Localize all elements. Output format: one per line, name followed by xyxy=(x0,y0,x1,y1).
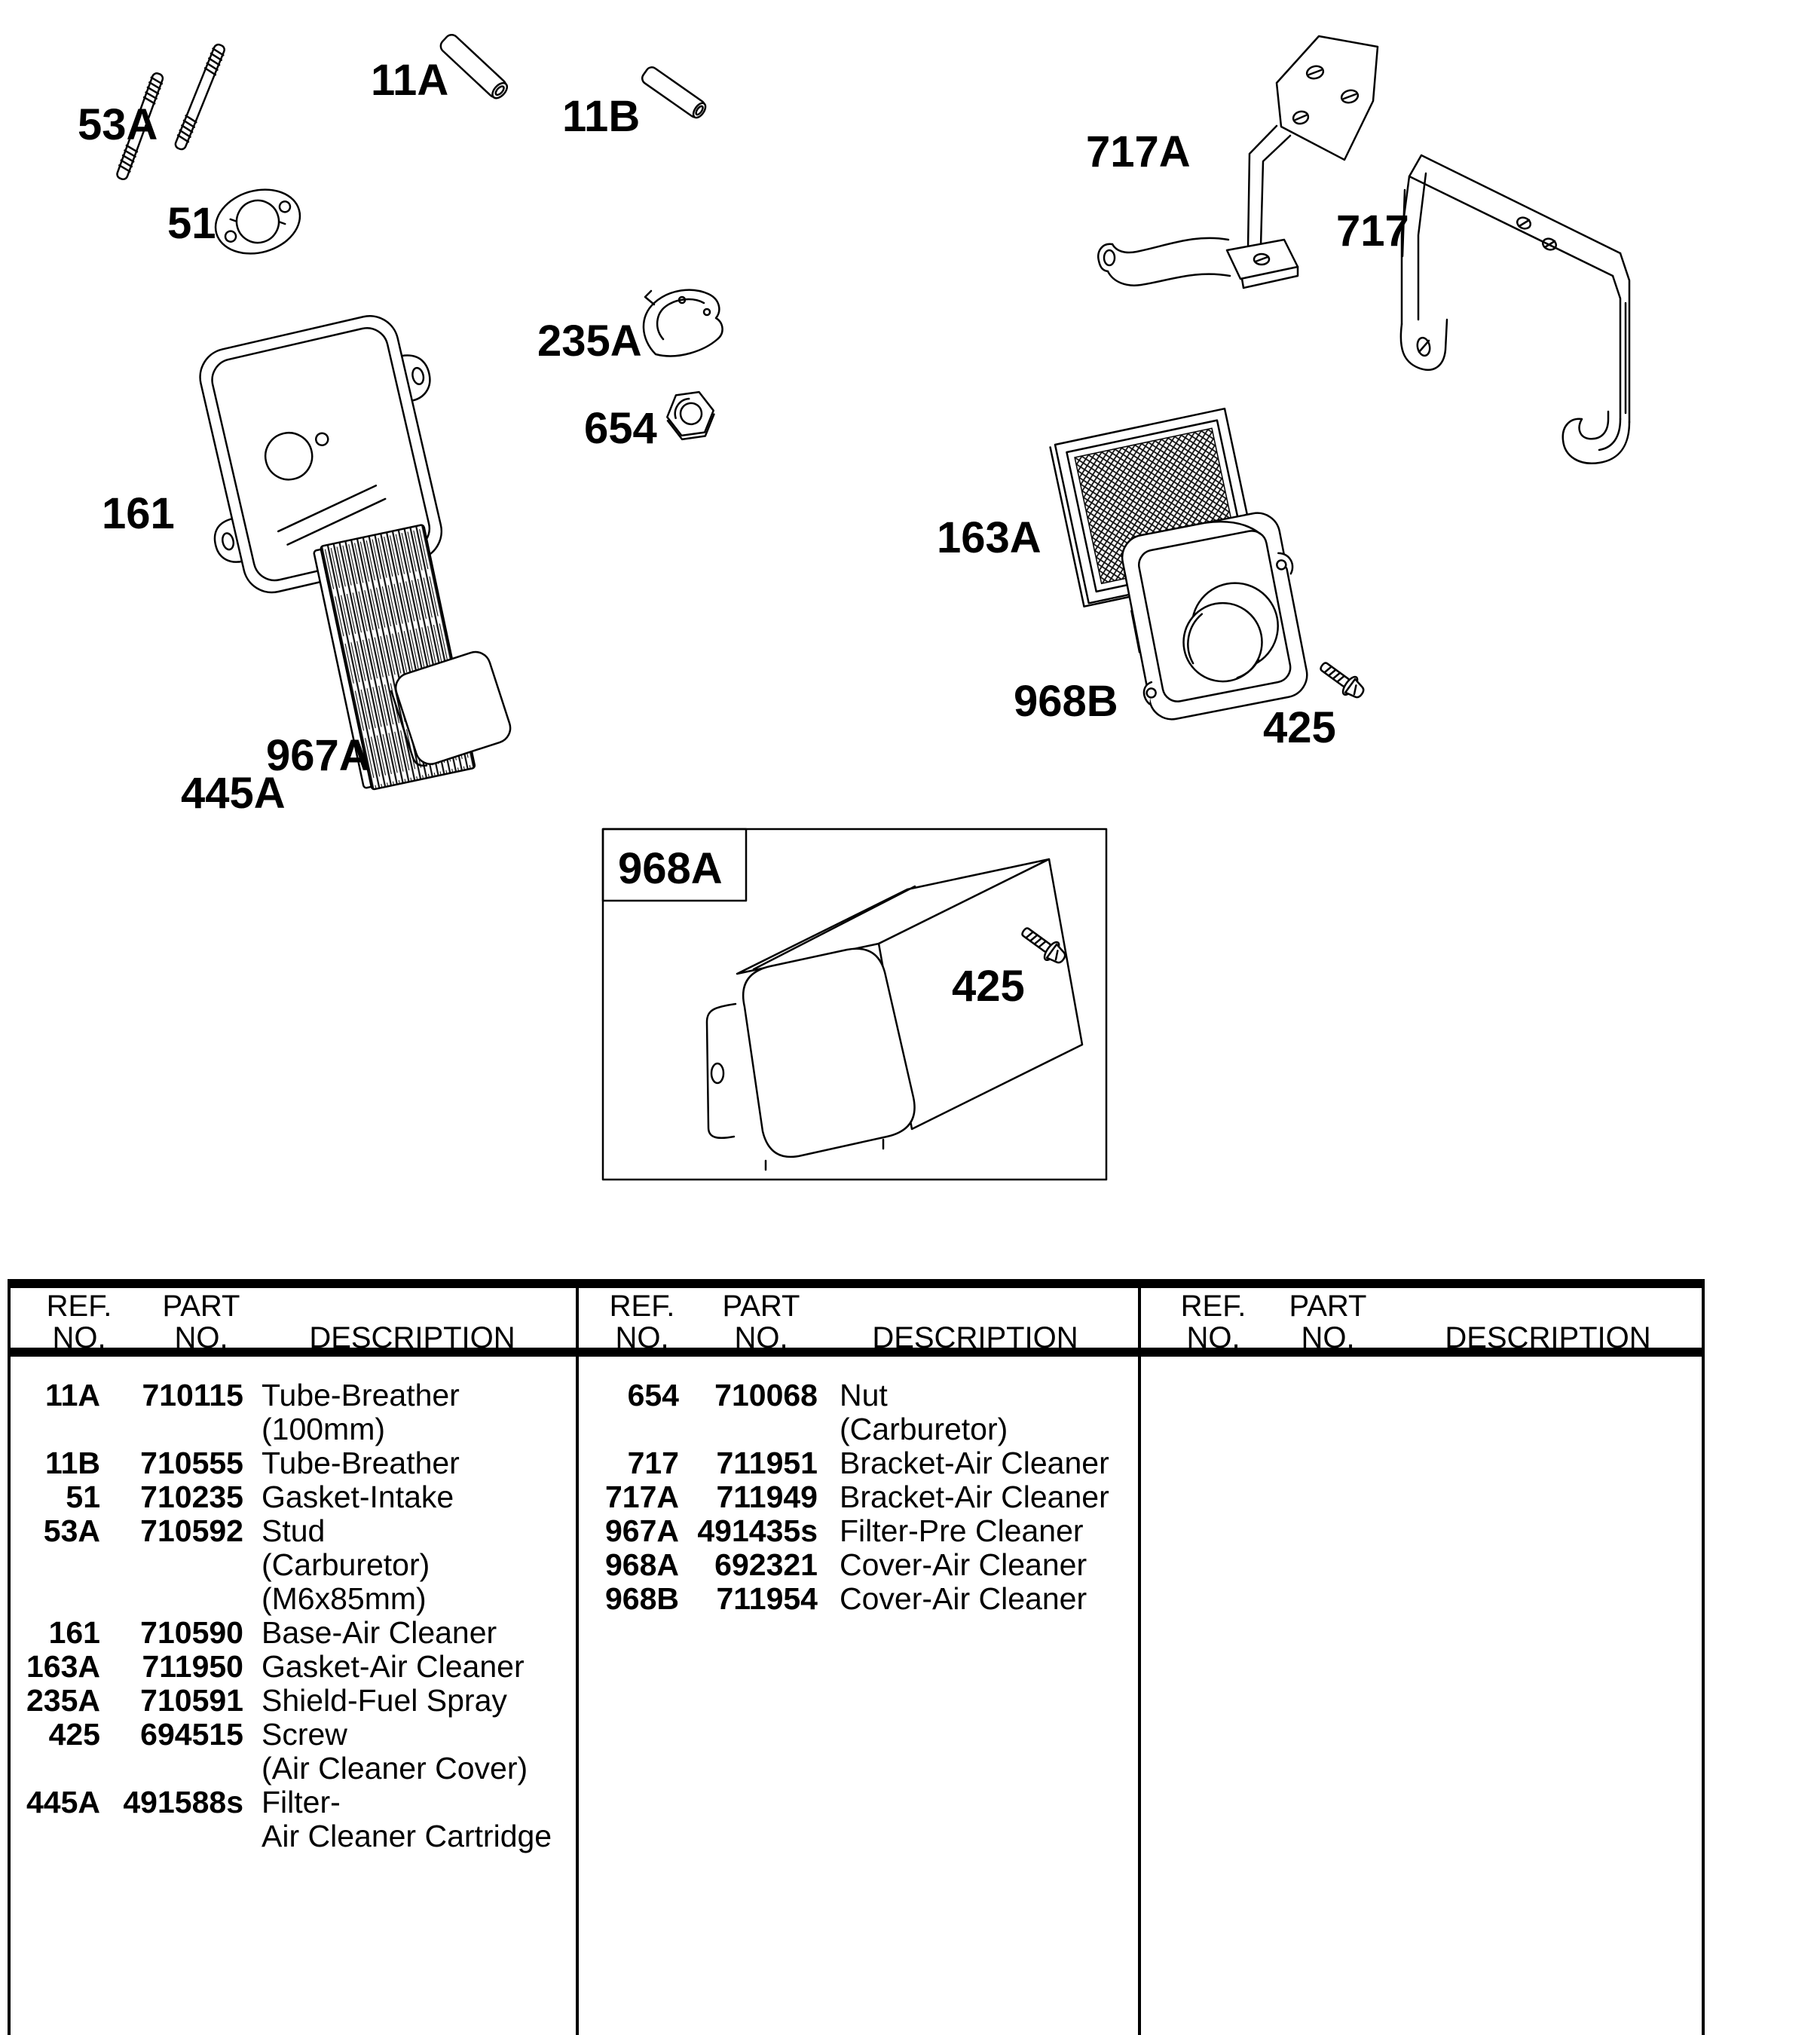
description: Base-Air Cleaner xyxy=(262,1615,497,1650)
col1-header-part-line1: PART xyxy=(162,1290,240,1323)
col1-header-ref-line2: NO. xyxy=(52,1321,106,1354)
part-no xyxy=(100,1819,243,1853)
table-row xyxy=(8,1378,573,1412)
col1-header-part-line2: NO. xyxy=(174,1321,228,1354)
description: (Air Cleaner Cover) xyxy=(262,1751,528,1786)
part-no: 710590 xyxy=(140,1615,243,1650)
table-row xyxy=(8,1412,573,1446)
part-no: 710591 xyxy=(140,1683,243,1718)
part-no: 491588s xyxy=(123,1785,243,1819)
label-53A: 53A xyxy=(78,100,158,149)
table-row xyxy=(8,1513,573,1547)
col3-header-part-line2: NO. xyxy=(1301,1321,1355,1354)
description: Bracket-Air Cleaner xyxy=(840,1446,1109,1480)
ref-no xyxy=(8,1547,100,1581)
part-no: 711951 xyxy=(716,1446,818,1480)
part-no: 711949 xyxy=(716,1480,818,1514)
description: Nut xyxy=(840,1378,888,1412)
ref-no: 11B xyxy=(45,1446,100,1480)
table-row xyxy=(8,1819,573,1853)
label-717A: 717A xyxy=(1086,127,1191,176)
table-right-border xyxy=(1702,1279,1705,2035)
col2-header-ref-line2: NO. xyxy=(615,1321,669,1354)
col3-header-ref-line2: NO. xyxy=(1186,1321,1240,1354)
label-445A: 445A xyxy=(181,769,286,818)
parts-table-column-2 xyxy=(577,1378,1135,1615)
col3-header-ref-line1: REF. xyxy=(1180,1290,1246,1323)
ref-no: 717 xyxy=(627,1446,679,1480)
table-row xyxy=(577,1581,1135,1615)
ref-no: 717A xyxy=(604,1480,679,1514)
label-51: 51 xyxy=(167,199,216,248)
col2-header-part-line1: PART xyxy=(722,1290,800,1323)
table-divider-2 xyxy=(1138,1279,1141,2035)
table-row xyxy=(8,1649,573,1683)
description: Bracket-Air Cleaner xyxy=(840,1480,1109,1514)
part-no: 692321 xyxy=(714,1547,818,1582)
ref-no: 235A xyxy=(26,1683,100,1718)
ref-no: 968A xyxy=(604,1547,679,1582)
description: Gasket-Air Cleaner xyxy=(262,1649,525,1684)
col3-header-description: DESCRIPTION xyxy=(1445,1321,1651,1354)
table-row xyxy=(8,1480,573,1513)
ref-no: 161 xyxy=(48,1615,100,1650)
col1-header-ref-line1: REF. xyxy=(46,1290,112,1323)
label-235A: 235A xyxy=(537,317,642,366)
table-row xyxy=(8,1581,573,1615)
part-no xyxy=(100,1412,243,1446)
table-row xyxy=(577,1446,1135,1480)
ref-no: 654 xyxy=(627,1378,679,1412)
col2-header-part-line2: NO. xyxy=(734,1321,788,1354)
ref-no: 163A xyxy=(26,1649,100,1684)
description: Tube-Breather xyxy=(262,1446,460,1480)
ref-no xyxy=(8,1751,100,1785)
col1-header-description: DESCRIPTION xyxy=(309,1321,515,1354)
ref-no xyxy=(8,1581,100,1615)
description: (Carburetor) xyxy=(840,1412,1008,1446)
ref-no: 967A xyxy=(604,1513,679,1548)
part-no xyxy=(100,1751,243,1785)
col2-header-ref-line1: REF. xyxy=(609,1290,675,1323)
ref-no xyxy=(8,1412,100,1446)
part-no: 710068 xyxy=(714,1378,818,1412)
table-row xyxy=(8,1751,573,1785)
ref-no: 11A xyxy=(45,1378,100,1412)
part-no xyxy=(679,1412,818,1446)
label-425-box: 425 xyxy=(952,962,1025,1011)
description: Cover-Air Cleaner xyxy=(840,1547,1087,1582)
table-row xyxy=(577,1378,1135,1412)
part-no: 710592 xyxy=(140,1513,243,1548)
ref-no xyxy=(8,1819,100,1853)
table-row xyxy=(577,1412,1135,1446)
part-no: 710235 xyxy=(140,1480,243,1514)
part-no: 710555 xyxy=(140,1446,243,1480)
description: Stud xyxy=(262,1513,326,1548)
part-no: 711954 xyxy=(716,1581,818,1616)
description: (100mm) xyxy=(262,1412,386,1446)
part-no: 711950 xyxy=(142,1649,243,1684)
table-row xyxy=(8,1683,573,1717)
ref-no: 53A xyxy=(43,1513,100,1548)
ref-no: 425 xyxy=(48,1717,100,1752)
col3-header-part-line1: PART xyxy=(1289,1290,1367,1323)
table-top-border xyxy=(8,1279,1705,1288)
ref-no xyxy=(577,1412,679,1446)
table-row xyxy=(8,1615,573,1649)
description: Air Cleaner Cartridge xyxy=(262,1819,552,1853)
description: Cover-Air Cleaner xyxy=(840,1581,1087,1616)
label-425-right: 425 xyxy=(1263,703,1336,752)
part-no: 710115 xyxy=(142,1378,243,1412)
part-no xyxy=(100,1581,243,1615)
description: Gasket-Intake xyxy=(262,1480,454,1514)
label-968B: 968B xyxy=(1014,677,1118,726)
parts-table-column-1 xyxy=(8,1378,573,1853)
part-no: 694515 xyxy=(140,1717,243,1752)
label-11B: 11B xyxy=(562,92,641,141)
ref-no: 445A xyxy=(26,1785,100,1819)
table-row xyxy=(577,1513,1135,1547)
label-654: 654 xyxy=(584,404,657,453)
description: Filter-Pre Cleaner xyxy=(840,1513,1084,1548)
col2-header-description: DESCRIPTION xyxy=(872,1321,1078,1354)
table-row xyxy=(8,1785,573,1819)
label-161: 161 xyxy=(102,489,175,538)
table-row xyxy=(8,1446,573,1480)
part-no: 491435s xyxy=(697,1513,818,1548)
table-row xyxy=(8,1547,573,1581)
ref-no: 51 xyxy=(66,1480,100,1514)
description: Filter- xyxy=(262,1785,341,1819)
part-no xyxy=(100,1547,243,1581)
description: (Carburetor) xyxy=(262,1547,430,1582)
table-row xyxy=(577,1547,1135,1581)
ref-no: 968B xyxy=(604,1581,679,1616)
label-967A: 967A xyxy=(266,731,371,780)
description: Shield-Fuel Spray xyxy=(262,1683,507,1718)
label-968A: 968A xyxy=(618,844,723,893)
description: Tube-Breather xyxy=(262,1378,460,1412)
label-11A: 11A xyxy=(371,56,449,105)
description: (M6x85mm) xyxy=(262,1581,427,1616)
label-163A: 163A xyxy=(937,513,1042,562)
label-717: 717 xyxy=(1336,207,1409,256)
description: Screw xyxy=(262,1717,347,1752)
table-row xyxy=(577,1480,1135,1513)
table-row xyxy=(8,1717,573,1751)
